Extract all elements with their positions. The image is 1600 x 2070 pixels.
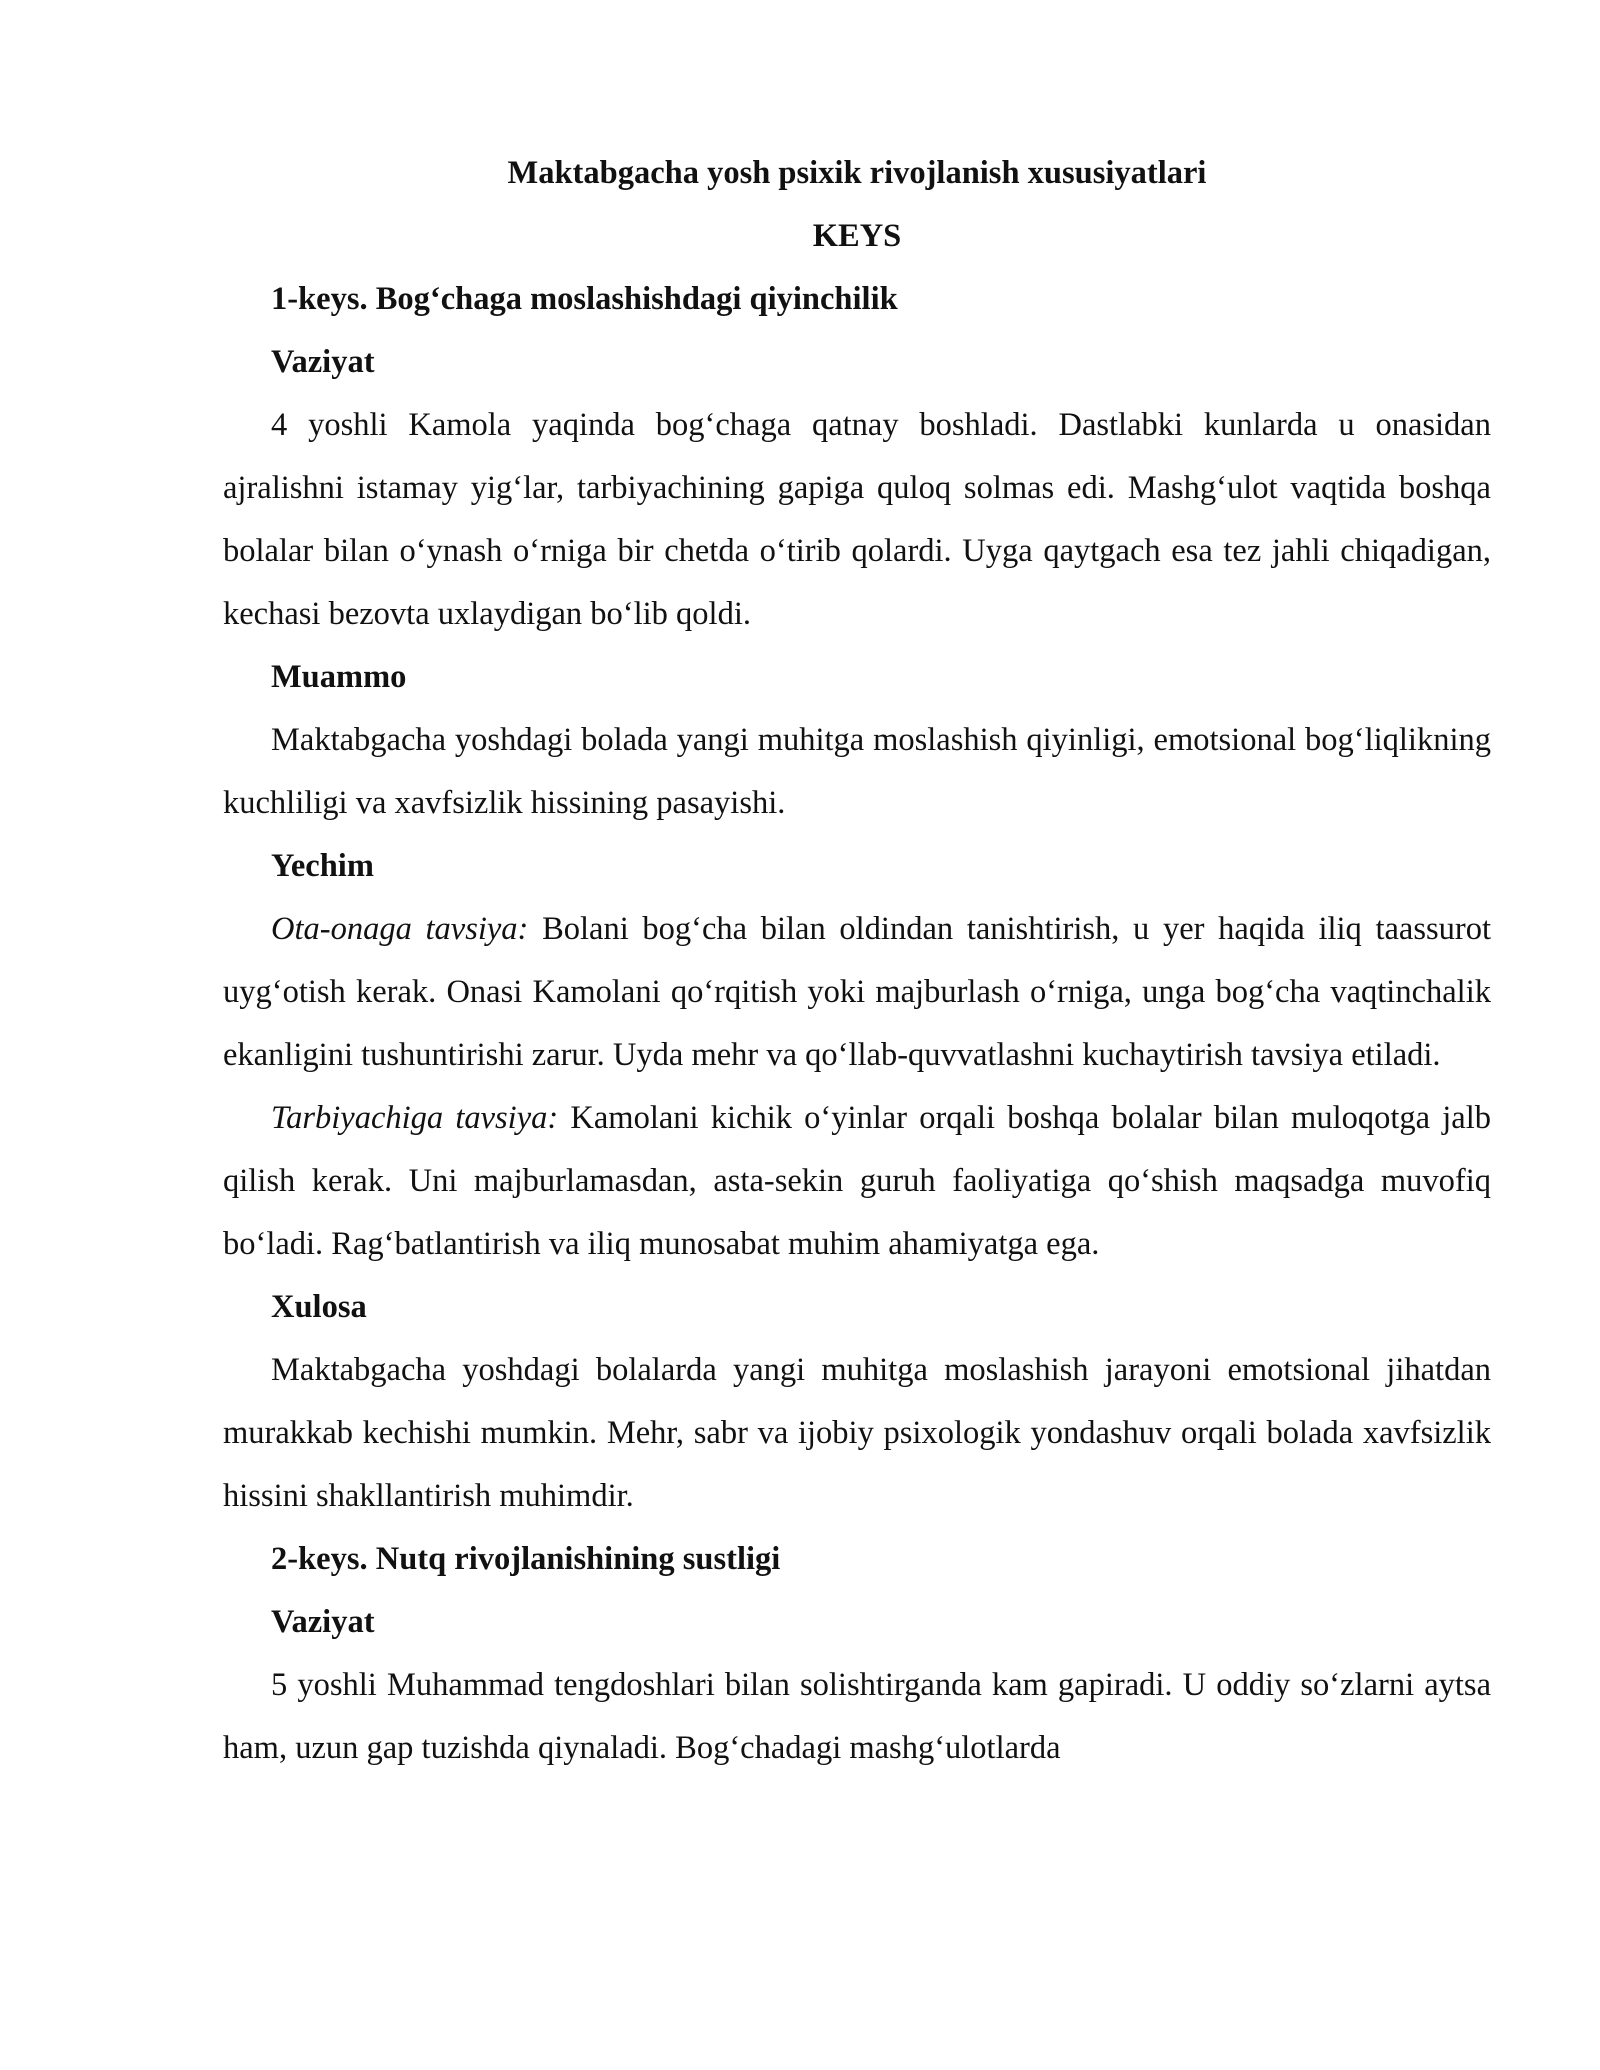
parent-recommendation-text: Bolani bog‘cha bilan oldindan tanishtirish, u yer haqida iliq taassurot uyg‘otish kerak. Onasi Kamolani qo‘rqitish yoki majburlash o‘rniga, unga bog‘cha vaqtinchalik ekanligini tushuntirishi zarur. Uyda mehr va qo‘llab-quvvatlashni kuchaytirish tavsiya etiladi. [223,911,1491,1073]
document-subtitle: KEYS [812,218,902,254]
case-2-heading: 2-keys. Nutq rivojlanishining sustligi [271,1541,781,1577]
case-2-situation-text: 5 yoshli Muhammad tengdoshlari bilan solishtirganda kam gapiradi. U oddiy so‘zlarni aytsa ham, uzun gap tuzishda qiynaladi. Bog‘chadagi mashg‘ulotlarda [223,1667,1491,1766]
case-1-conclusion-text: Maktabgacha yoshdagi bolalarda yangi muhitga moslashish jarayoni emotsional jihatdan murakkab kechishi mumkin. Mehr, sabr va ijobiy psixologik yondashuv orqali bolada xavfsizlik hissini shakllantirish muhimdir. [223,1352,1491,1514]
case-2-situation-heading: Vaziyat [271,1604,375,1640]
parent-recommendation-label: Ota-onaga tavsiya: [271,911,529,947]
case-1-heading: 1-keys. Bog‘chaga moslashishdagi qiyinchilik [271,281,898,317]
case-1-teacher-recommendation [223,1087,1491,1276]
teacher-recommendation-label: Tarbiyachiga tavsiya: [271,1100,559,1136]
case-1-problem-heading: Muammo [271,659,407,695]
teacher-recommendation-text: Kamolani kichik o‘yinlar orqali boshqa bolalar bilan muloqotga jalb qilish kerak. Uni majburlamasdan, asta-sekin guruh faoliyatiga qo‘shish maqsadga muvofiq bo‘ladi. Rag‘batlantirish va iliq munosabat muhim ahamiyatga ega. [223,1100,1491,1262]
case-1-parent-recommendation [223,898,1491,1087]
case-1-situation-text: 4 yoshli Kamola yaqinda bog‘chaga qatnay boshladi. Dastlabki kunlarda u onasidan ajralishni istamay yig‘lar, tarbiyachining gapiga quloq solmas edi. Mashg‘ulot vaqtida boshqa bolalar bilan o‘ynash o‘rniga bir chetda o‘tirib qolardi. Uyga qaytgach esa tez jahli chiqadigan, kechasi bezovta uxlaydigan bo‘lib qoldi. [223,407,1491,632]
case-1-problem-text: Maktabgacha yoshdagi bolada yangi muhitga moslashish qiyinligi, emotsional bog‘liqlikning kuchliligi va xavfsizlik hissining pasayishi. [223,722,1491,821]
document-body [223,142,1491,1780]
case-1-conclusion-heading: Xulosa [271,1289,367,1325]
case-1-situation-heading: Vaziyat [271,344,375,380]
case-1-solution-heading: Yechim [271,848,374,884]
document-title: Maktabgacha yosh psixik rivojlanish xususiyatlari [507,155,1207,191]
